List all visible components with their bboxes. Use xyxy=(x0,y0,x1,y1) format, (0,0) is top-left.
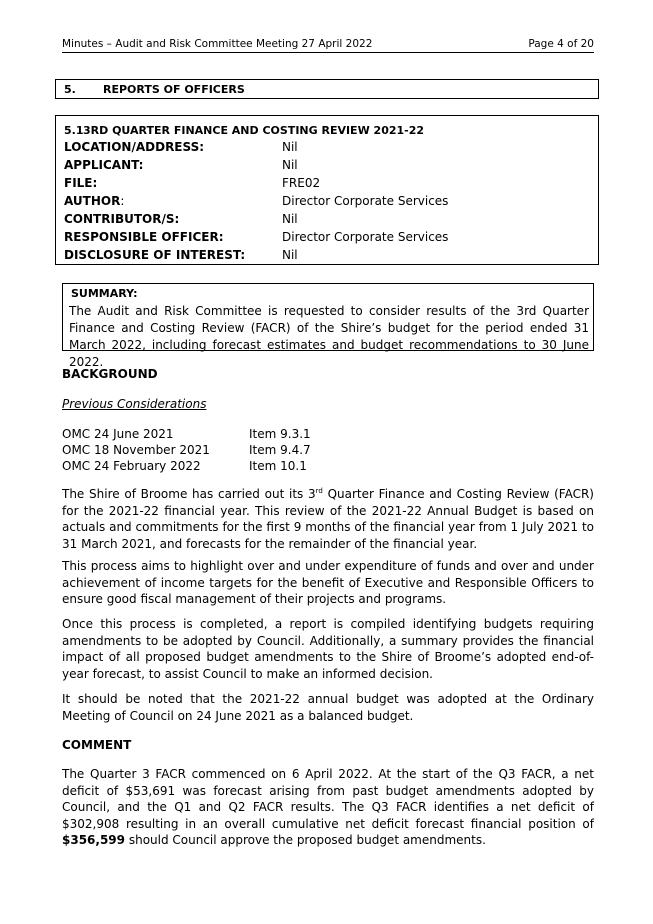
meeting-name: OMC 24 June 2021 xyxy=(62,427,174,441)
summary-text: The Audit and Risk Committee is requested to consider results of the 3rd Quarter Finance and Costing Review (FACR) of the Shire’s budget for the period ended 31 March 2022, including forecast estimates and budget recommendations to 30 June 2022. xyxy=(69,304,589,369)
superscript: rd xyxy=(315,487,323,495)
info-key: DISCLOSURE OF INTEREST: xyxy=(64,248,246,262)
info-value: Nil xyxy=(282,158,298,172)
meeting-name: OMC 18 November 2021 xyxy=(62,443,210,457)
paragraph-text: Quarter Finance and Costing Review (FACR) for the 2021-22 financial year. This review of the 2021-22 Annual Budget is based on actuals and commitments for the first 9 months of the financial year from 1 July 2021 to 31 March 2021, and forecasts for the remainder of the financial year. xyxy=(62,487,594,551)
meeting-item: Item 10.1 xyxy=(249,459,307,473)
section-5-number: 5. xyxy=(64,83,76,96)
deficit-amount: $356,599 xyxy=(62,833,126,847)
section-5-1-title: 3RD QUARTER FINANCE AND COSTING REVIEW 2021-22 xyxy=(83,124,425,137)
previous-considerations-heading: Previous Considerations xyxy=(62,397,207,411)
paragraph-text: should Council approve the proposed budget amendments. xyxy=(125,833,486,847)
background-paragraph-4: It should be noted that the 2021-22 annual budget was adopted at the Ordinary Meeting of Council on 24 June 2021 as a balanced budget. xyxy=(62,692,594,723)
info-key: CONTRIBUTOR/S: xyxy=(64,212,180,226)
info-value: FRE02 xyxy=(282,176,321,190)
comment-paragraph-1 xyxy=(62,766,594,849)
info-row-applicant xyxy=(64,158,592,176)
info-row-responsible-officer xyxy=(64,230,592,248)
info-row-author xyxy=(64,194,592,212)
background-paragraph-1 xyxy=(62,486,594,552)
background-heading: BACKGROUND xyxy=(62,367,158,381)
info-value: Director Corporate Services xyxy=(282,230,449,244)
background-paragraph-2: This process aims to highlight over and under expenditure of funds and over and under achievement of income targets for the benefit of Executive and Responsible Officers to ensure good fiscal management of their projects and programs. xyxy=(62,559,594,606)
meeting-item: Item 9.4.7 xyxy=(249,443,311,457)
info-row-disclosure xyxy=(64,248,592,266)
author-key: AUTHOR xyxy=(64,194,121,208)
summary-heading: SUMMARY: xyxy=(71,287,138,300)
info-row-location xyxy=(64,140,592,158)
page-number: Page 4 of 20 xyxy=(528,38,594,50)
background-paragraph-3: Once this process is completed, a report is compiled identifying budgets requiring amendments to be adopted by Council. Additionally, a summary provides the financial impact of all proposed budget amendments to the Shire of Broome’s adopted end-of-year forecast, to assist Council to make an informed decision. xyxy=(62,617,594,681)
header-title: Minutes – Audit and Risk Committee Meeting 27 April 2022 xyxy=(62,38,373,50)
info-key xyxy=(64,194,124,208)
info-key: RESPONSIBLE OFFICER: xyxy=(64,230,224,244)
info-row-contributor xyxy=(64,212,592,230)
info-key: APPLICANT: xyxy=(64,158,144,172)
section-5-1-box xyxy=(55,115,599,265)
info-key: FILE: xyxy=(64,176,98,190)
page-header xyxy=(62,38,594,53)
info-key: LOCATION/ADDRESS: xyxy=(64,140,205,154)
meeting-item: Item 9.3.1 xyxy=(249,427,311,441)
info-value: Nil xyxy=(282,248,298,262)
info-value: Director Corporate Services xyxy=(282,194,449,208)
summary-box xyxy=(62,283,594,369)
info-value: Nil xyxy=(282,212,298,226)
paragraph-text: The Quarter 3 FACR commenced on 6 April 2022. At the start of the Q3 FACR, a net deficit of $53,691 was forecast arising from past budget amendments adopted by Council, and the Q1 and Q2 FACR results. The Q3 FACR identifies a net deficit of $302,908 resulting in an overall cumulative net deficit forecast financial position of xyxy=(62,767,594,831)
comment-heading: COMMENT xyxy=(62,738,132,752)
author-colon: : xyxy=(120,194,125,208)
section-5-1-number: 5.1 xyxy=(64,124,84,137)
info-row-file xyxy=(64,176,592,194)
meeting-name: OMC 24 February 2022 xyxy=(62,459,201,473)
info-value: Nil xyxy=(282,140,298,154)
section-5-box xyxy=(55,79,599,99)
paragraph-text: The Shire of Broome has carried out its 3 xyxy=(62,487,316,501)
section-5-title: REPORTS OF OFFICERS xyxy=(103,83,245,96)
